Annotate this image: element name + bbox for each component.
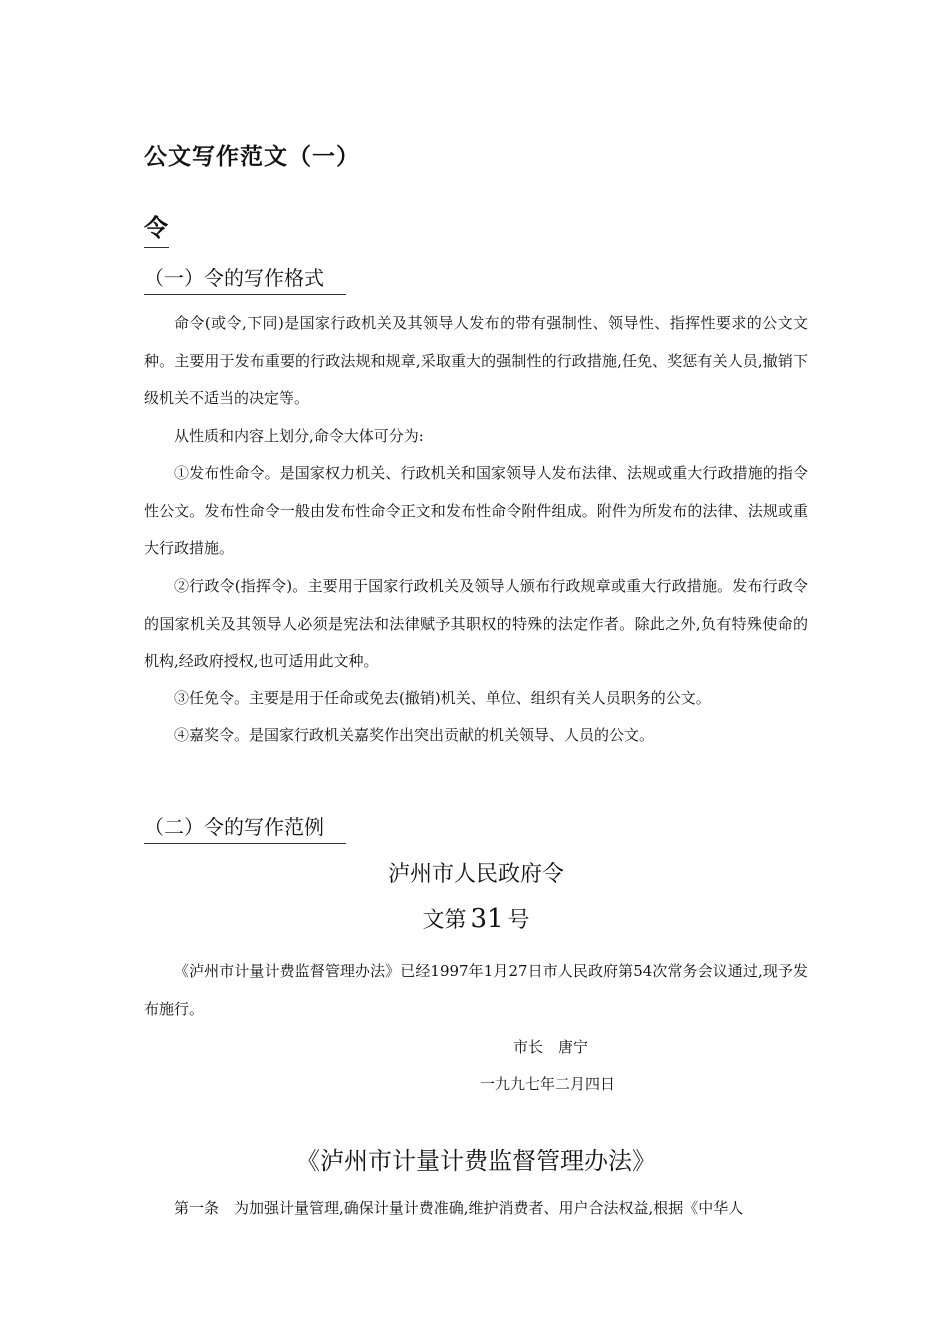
example-date: 一九九七年二月四日	[480, 1075, 616, 1093]
example-order-title: 泸州市人民政府令	[387, 862, 564, 887]
order-number-suffix: 号	[507, 908, 530, 933]
chapter-heading: 令	[144, 208, 169, 248]
paragraph-promulgation-order: ①发布性命令。是国家权力机关、行政机关和国家领导人发布法律、法规或重大行政措施的指令性公文。发布性命令一般由发布性命令正文和发布性命令附件组成。附件为所发布的法律、法规或重大行政措施。	[144, 464, 808, 557]
law-title: 《泸州市计量计费监督管理办法》	[296, 1147, 656, 1175]
paragraph-classification-intro: 从性质和内容上划分,命令大体可分为:	[174, 427, 424, 445]
law-article-1: 第一条 为加强计量管理,确保计量计费准确,维护消费者、用户合法权益,根据《中华人	[174, 1199, 744, 1217]
section-heading-format: （一）令的写作格式	[144, 262, 346, 295]
order-number-prefix: 文第	[422, 908, 467, 933]
example-order-number	[144, 903, 808, 934]
paragraph-definition: 命令(或令,下同)是国家行政机关及其领导人发布的带有强制性、领导性、指挥性要求的公文文种。主要用于发布重要的行政法规和规章,采取重大的强制性的行政措施,任免、奖惩有关人员,撤销下级机关不适当的决定等。	[144, 314, 808, 407]
paragraph-administrative-order: ②行政令(指挥令)。主要用于国家行政机关及领导人颁布行政规章或重大行政措施。发布行政令的国家机关及其领导人必须是宪法和法律赋予其职权的特殊的法定作者。除此之外,负有特殊使命的机构,经政府授权,也可适用此文种。	[144, 577, 808, 670]
section-heading-example: （二）令的写作范例	[144, 811, 346, 844]
order-number: 31	[470, 904, 504, 934]
document-title: 公文写作范文（一）	[144, 144, 360, 170]
example-order-body: 《泸州市计量计费监督管理办法》已经1997年1月27日市人民政府第54次常务会议通过,现予发布施行。	[144, 962, 808, 1018]
paragraph-appointment-order: ③任免令。主要是用于任命或免去(撤销)机关、单位、组织有关人员职务的公文。	[174, 689, 711, 707]
paragraph-commendation-order: ④嘉奖令。是国家行政机关嘉奖作出突出贡献的机关领导、人员的公文。	[174, 726, 655, 744]
example-signer: 市长 唐宁	[513, 1038, 589, 1056]
